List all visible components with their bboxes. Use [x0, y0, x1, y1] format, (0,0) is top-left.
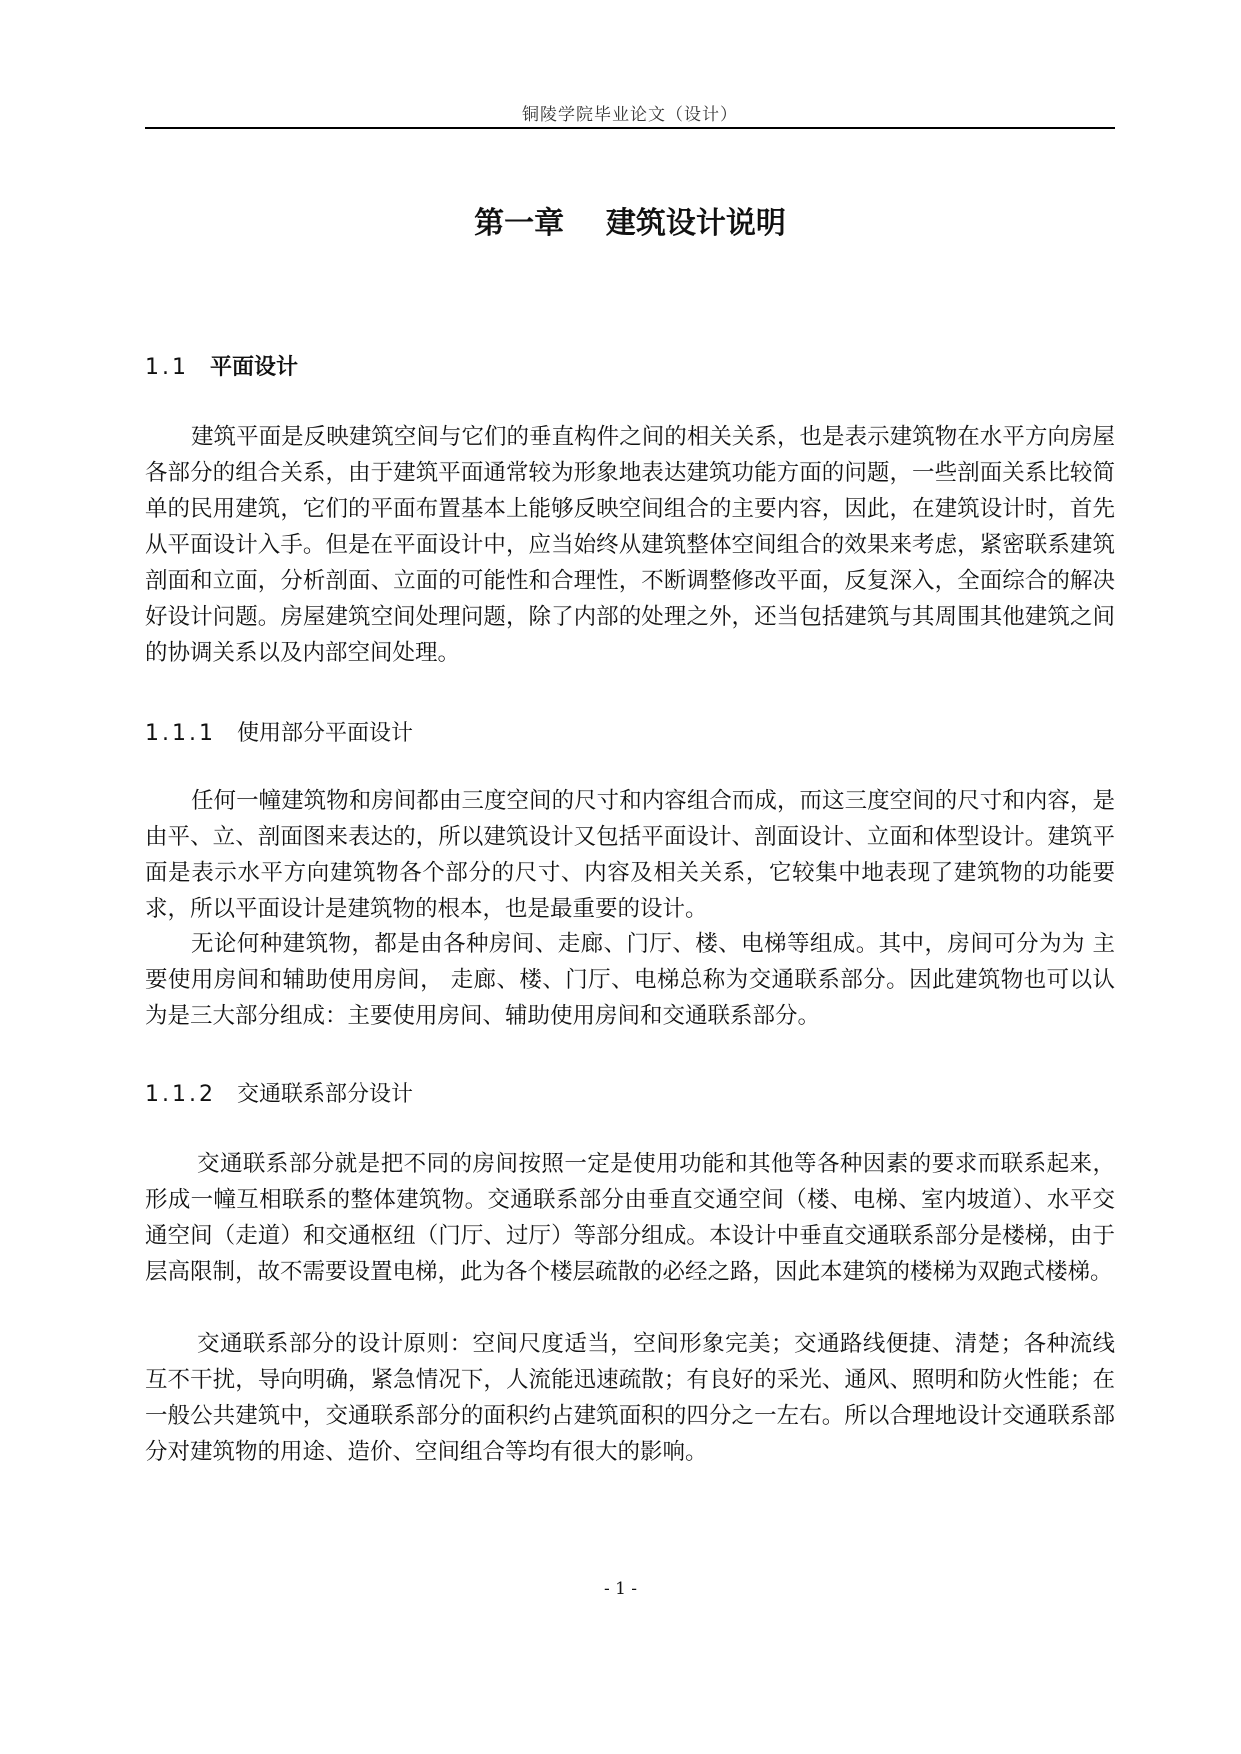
header-rule: [145, 127, 1115, 129]
section-title: 交通联系部分设计: [236, 1082, 413, 1107]
paragraph: 任何一幢建筑物和房间都由三度空间的尺寸和内容组合而成，而这三度空间的尺寸和内容，是由平、立、剖面图来表达的，所以建筑设计又包括平面设计、剖面设计、立面和体型设计。建筑平面是表示水平方向建筑物各个部分的尺寸、内容及相关关系，它较集中地表现了建筑物的功能要求，所以平面设计是建筑物的根本，也是最重要的设计。: [145, 788, 1115, 922]
chapter-title: 第一章 建筑设计说明: [474, 206, 786, 241]
paragraph: 交通联系部分的设计原则：空间尺度适当，空间形象完美；交通路线便捷、清楚；各种流线互不干扰，导向明确，紧急情况下，人流能迅速疏散；有良好的采光、通风、照明和防火性能；在一般公共建筑中，交通联系部分的面积约占建筑面积的四分之一左右。所以合理地设计交通联系部分对建筑物的用途、造价、空间组合等均有很大的影响。: [145, 1331, 1115, 1465]
section-heading-1-1-2: [145, 1077, 413, 1108]
paragraph: 交通联系部分就是把不同的房间按照一定是使用功能和其他等各种因素的要求而联系起来，形成一幢互相联系的整体建筑物。交通联系部分由垂直交通空间（楼、电梯、室内坡道）、水平交通空间（走道）和交通枢纽（门厅、过厅）等部分组成。本设计中垂直交通联系部分是楼梯，由于层高限制，故不需要设置电梯，此为各个楼层疏散的必经之路，因此本建筑的楼梯为双跑式楼梯。: [145, 1151, 1115, 1285]
section-title: 使用部分平面设计: [236, 721, 413, 746]
section-title: 平面设计: [209, 354, 298, 380]
section-heading-1-1-1: [145, 716, 413, 747]
page-number: - 1 -: [603, 1579, 638, 1599]
section-heading-1-1: [145, 350, 298, 381]
section-number: 1.1.1: [145, 721, 216, 746]
page-header: 铜陵学院毕业论文（设计）: [522, 105, 738, 125]
section-number: 1.1.2: [145, 1082, 216, 1107]
paragraph: 建筑平面是反映建筑空间与它们的垂直构件之间的相关关系，也是表示建筑物在水平方向房屋各部分的组合关系，由于建筑平面通常较为形象地表达建筑功能方面的问题，一些剖面关系比较简单的民用建筑，它们的平面布置基本上能够反映空间组合的主要内容，因此，在建筑设计时，首先从平面设计入手。但是在平面设计中，应当始终从建筑整体空间组合的效果来考虑，紧密联系建筑剖面和立面，分析剖面、立面的可能性和合理性，不断调整修改平面，反复深入，全面综合的解决好设计问题。房屋建筑空间处理问题，除了内部的处理之外，还当包括建筑与其周围其他建筑之间的协调关系以及内部空间处理。: [145, 424, 1115, 666]
section-number: 1.1: [145, 355, 189, 380]
paragraph: 无论何种建筑物，都是由各种房间、走廊、门厅、楼、电梯等组成。其中，房间可分为为 主要使用房间和辅助使用房间， 走廊、楼、门厅、电梯总称为交通联系部分。因此建筑物也可以认为是三大部分组成：主要使用房间、辅助使用房间和交通联系部分。: [145, 931, 1115, 1029]
